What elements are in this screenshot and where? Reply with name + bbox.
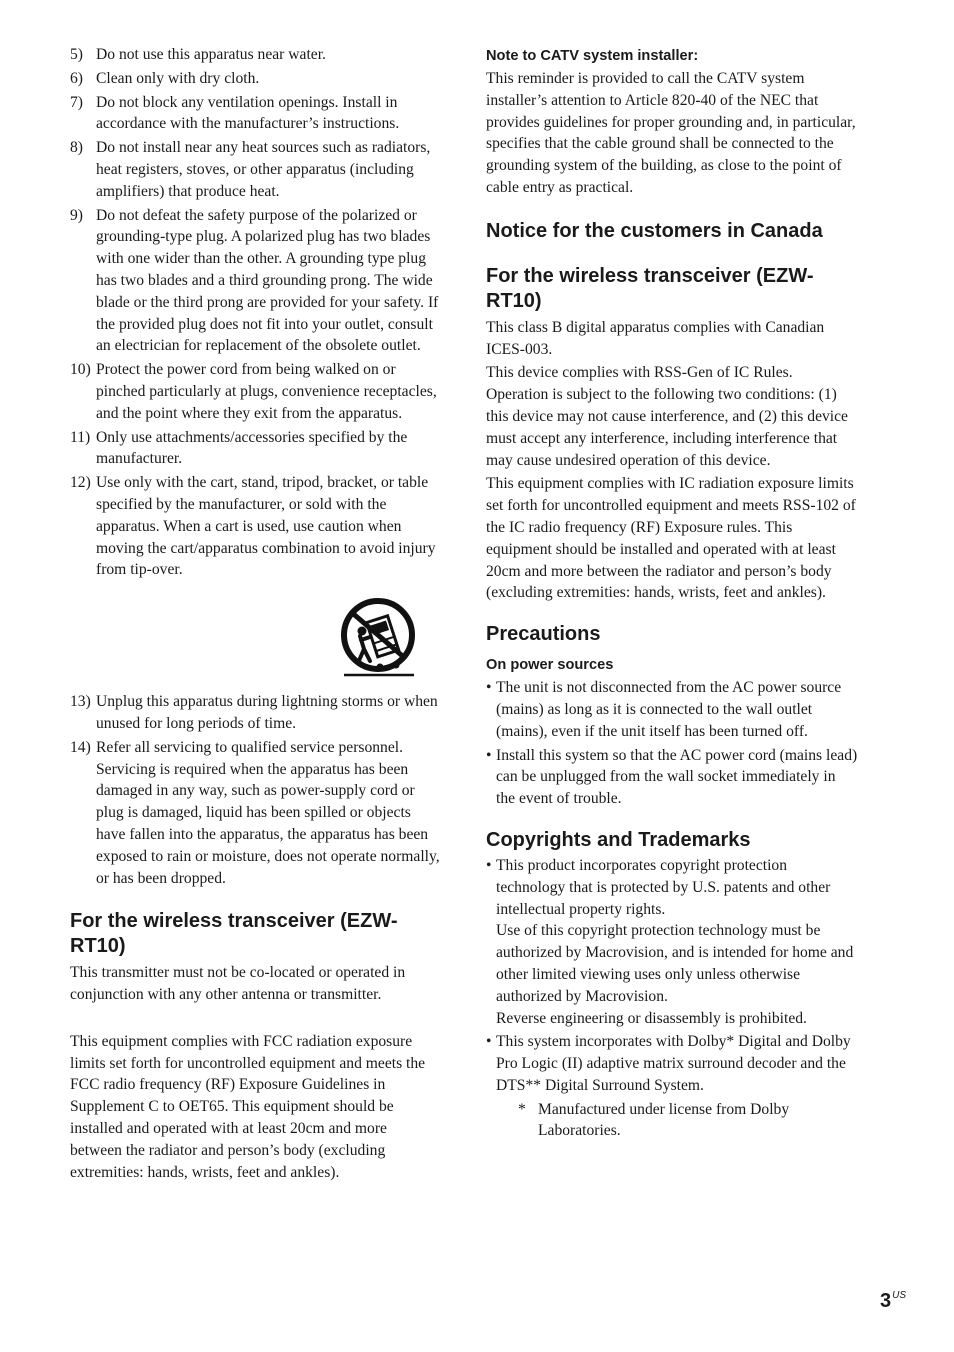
instruction-item (70, 691, 440, 735)
cart-warning-symbol (70, 597, 420, 679)
left-column (70, 44, 440, 1183)
precautions-heading: Precautions (486, 623, 601, 646)
instruction-item (70, 92, 440, 136)
bullet-glyph: • (486, 679, 492, 697)
copyright-heading: Copyrights and Trademarks (486, 828, 751, 851)
copyright-item-2 (486, 1031, 858, 1096)
instruction-item (70, 205, 440, 358)
power-sources-list (486, 677, 858, 810)
instruction-text: Do not defeat the safety purpose of the polarized or grounding-type plug. A polarized plug has two blades with one wider than the other. A grounding type plug has two blades and a third grounding prong. The wide blade or the third prong are provided for your safety. If the provided plug does not fit into your outlet, consult an electrician for replacement of the obsolete outlet. (96, 206, 439, 355)
transceiver-heading-canada: For the wireless transceiver (EZW-RT10) (486, 264, 814, 312)
instruction-item (70, 44, 440, 66)
instruction-item (70, 472, 440, 581)
instruction-text: Clean only with dry cloth. (96, 69, 260, 87)
instruction-item (70, 137, 440, 202)
bullet-glyph: • (486, 746, 492, 764)
catv-text: This reminder is provided to call the CATV system installer’s attention to Article 820-40 of the NEC that provides guidelines for proper grounding and, in particular, specifies that the cable ground shall be connected to the grounding system of the building, as close to the point of cable entry as practical. (486, 70, 856, 196)
instruction-number: 14) (70, 738, 91, 756)
cart-tip-over-warning-icon (336, 597, 420, 679)
instruction-item (70, 359, 440, 424)
right-column (486, 44, 858, 1142)
instruction-text: Do not install near any heat sources such as radiators, heat registers, stoves, or other apparatus (including amplifiers) that produce heat. (96, 139, 431, 200)
canada-paragraph-3: This equipment complies with IC radiation exposure limits set forth for uncontrolled equipment and meets RSS-102 of the IC radio frequency (RF) Exposure rules. This equipment should be installed and operated with at least 20cm and more between the radiator and person’s body (excluding extremities: hands, wrists, feet and ankles). (486, 475, 856, 602)
transceiver-heading-us: For the wireless transceiver (EZW-RT10) (70, 910, 398, 958)
safety-instructions-list-a (70, 44, 440, 581)
power-source-item (486, 745, 858, 810)
canada-paragraph-1: This class B digital apparatus complies with Canadian ICES-003. (486, 318, 825, 358)
bullet-glyph: • (486, 1033, 492, 1051)
instruction-item (70, 68, 440, 90)
instruction-number: 9) (70, 206, 83, 224)
copyright-item-2-text: This system incorporates with Dolby* Digital and Dolby Pro Logic (II) adaptive matrix surround decoder and the DTS** Digital Surround System. (496, 1033, 851, 1094)
catv-heading: Note to CATV system installer: (486, 48, 699, 64)
copyright-item-1-text-b: Use of this copyright protection technology must be authorized by Macrovision, and is intended for home and other limited viewing uses only unless otherwise authorized by Macrovision. (496, 922, 854, 1005)
power-source-item (486, 677, 858, 742)
instruction-text: Protect the power cord from being walked on or pinched particularly at plugs, convenience receptacles, and the point where they exit from the apparatus. (96, 361, 437, 422)
bullet-glyph: • (486, 856, 492, 874)
instruction-text: Refer all servicing to qualified service personnel. Servicing is required when the apparatus has been damaged in any way, such as power-supply cord or plug is damaged, liquid has been spilled or objects have fallen into the apparatus, the apparatus has been exposed to rain or moisture, does not operate normally, or has been dropped. (96, 738, 440, 887)
page-number (880, 1284, 906, 1313)
instruction-number: 7) (70, 93, 83, 111)
safety-instructions-list-b (70, 691, 440, 889)
instruction-item (70, 427, 440, 471)
instruction-number: 6) (70, 69, 83, 87)
dolby-footnote (486, 1099, 858, 1143)
instruction-number: 5) (70, 46, 83, 63)
instruction-number: 11) (70, 428, 91, 446)
instruction-number: 8) (70, 139, 83, 157)
page-region-suffix: US (892, 1290, 907, 1301)
copyright-list (486, 855, 858, 1097)
instruction-text: Do not block any ventilation openings. Install in accordance with the manufacturer’s instructions. (96, 93, 400, 133)
instruction-text: Only use attachments/accessories specified by the manufacturer. (96, 428, 408, 468)
power-source-text: The unit is not disconnected from the AC power source (mains) as long as it is connected to the wall outlet (mains), even if the unit itself has been turned off. (496, 679, 842, 740)
copyright-item-1-text-c: Reverse engineering or disassembly is prohibited. (496, 1009, 807, 1027)
power-source-text: Install this system so that the AC power cord (mains lead) can be unplugged from the wall socket immediately in the event of trouble. (496, 746, 858, 808)
instruction-text: Use only with the cart, stand, tripod, bracket, or table specified by the manufacturer, or sold with the apparatus. When a cart is used, use caution when moving the cart/apparatus combination to avoid injury from tip-over. (96, 474, 436, 579)
copyright-item-1-text-a: This product incorporates copyright protection technology that is protected by U.S. patents and other intellectual property rights. (496, 856, 831, 918)
instruction-number: 12) (70, 474, 91, 492)
instruction-text: Do not use this apparatus near water. (96, 46, 326, 63)
instruction-number: 10) (70, 361, 91, 379)
page-number-value: 3 (880, 1290, 892, 1312)
footnote-marker: * (518, 1100, 526, 1118)
instruction-text: Unplug this apparatus during lightning storms or when unused for long periods of time. (96, 693, 438, 732)
instruction-item (70, 737, 440, 890)
canada-paragraph-2: This device complies with RSS-Gen of IC Rules. Operation is subject to the following two conditions: (1) this device may not cause interference, and (2) this device must accept any interference, including interference that may cause undesired operation of this device. (486, 364, 848, 469)
copyright-item-1 (486, 855, 858, 1029)
transceiver-paragraph-2: This equipment complies with FCC radiation exposure limits set forth for uncontrolled equipment and meets the FCC radio frequency (RF) Exposure Guidelines in Supplement C to OET65. This equipment should be installed and operated with at least 20cm and more between the radiator and person’s body (excluding extremities: hands, wrists, feet and ankles). (70, 1032, 426, 1181)
transceiver-paragraph-1: This transmitter must not be co-located or operated in conjunction with any other antenna or transmitter. (70, 964, 406, 1004)
footnote-text: Manufactured under license from Dolby Laboratories. (538, 1100, 790, 1140)
instruction-number: 13) (70, 693, 91, 711)
canada-heading: Notice for the customers in Canada (486, 219, 823, 242)
power-sources-heading: On power sources (486, 657, 614, 674)
